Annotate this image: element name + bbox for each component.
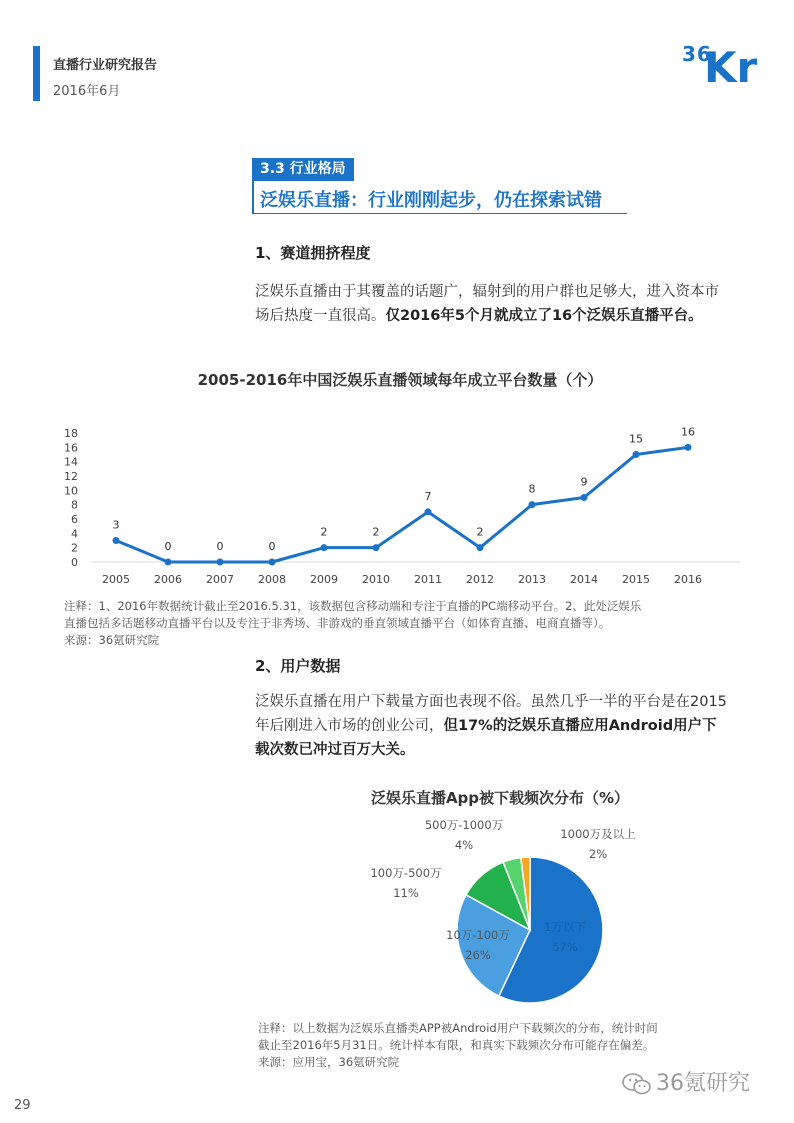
chart1-note-line2: 直播包括多话题移动直播平台以及专注于非秀场、非游戏的垂直领域直播平台（如体育直播、电商直播等）。 xyxy=(64,616,611,630)
x-tick-label: 2009 xyxy=(310,573,338,586)
x-tick-label: 2007 xyxy=(206,573,234,586)
data-label: 0 xyxy=(164,540,172,553)
wechat-watermark xyxy=(622,1066,750,1097)
chart2-source: 来源：应用宝，36氪研究院 xyxy=(258,1055,400,1069)
data-label: 2 xyxy=(476,525,484,539)
pie-slice-percent: 2% xyxy=(588,847,608,861)
data-label: 0 xyxy=(268,540,276,553)
data-label: 9 xyxy=(580,475,588,489)
part2-paragraph xyxy=(255,690,730,762)
y-tick-label: 8 xyxy=(71,498,78,512)
pie-slice-percent: 4% xyxy=(454,838,474,852)
data-point xyxy=(165,559,172,566)
data-point xyxy=(477,544,484,551)
data-label: 0 xyxy=(216,540,224,553)
y-tick-label: 2 xyxy=(71,541,78,555)
y-tick-label: 4 xyxy=(71,527,78,541)
data-point xyxy=(269,559,276,566)
y-tick-label: 0 xyxy=(71,556,78,569)
pie-slice-label: 1万以下 xyxy=(544,920,586,934)
page-number: 29 xyxy=(14,1098,31,1113)
part1-paragraph-text: 泛娱乐直播由于其覆盖的话题广，辐射到的用户群也足够大，进入资本市场后热度一直很高。 xyxy=(255,284,719,324)
x-tick-label: 2008 xyxy=(258,573,286,586)
x-tick-label: 2006 xyxy=(154,573,182,586)
data-label: 3 xyxy=(112,518,120,532)
pie-slice-label: 100万-500万 xyxy=(370,866,442,880)
x-tick-label: 2014 xyxy=(570,573,598,586)
x-tick-label: 2016 xyxy=(674,573,702,586)
part1-paragraph xyxy=(255,280,730,328)
section-divider-horizontal xyxy=(252,213,627,214)
pie-slice-label: 1000万及以上 xyxy=(560,827,636,841)
pie-chart-title: 泛娱乐直播App被下载频次分布（%） xyxy=(370,789,630,807)
y-tick-label: 10 xyxy=(64,484,78,498)
y-tick-label: 18 xyxy=(64,427,78,440)
pie-slice-percent: 57% xyxy=(552,940,578,954)
data-label: 7 xyxy=(424,489,432,503)
x-tick-label: 2012 xyxy=(466,573,494,586)
chart2-note-line2: 截止至2016年5月31日。统计样本有限，和真实下载频次分布可能存在偏差。 xyxy=(258,1038,655,1052)
36kr-logo xyxy=(682,40,768,94)
watermark-text: 36氪研究 xyxy=(656,1071,750,1096)
pie-slice-label: 10万-100万 xyxy=(446,928,510,942)
x-tick-label: 2010 xyxy=(362,573,390,586)
chart1-note-line1: 注释：1、2016年数据统计截止至2016.5.31，该数据包含移动端和专注于直播的PC端移动平台。2、此处泛娱乐 xyxy=(64,599,642,613)
header-accent-bar xyxy=(33,46,40,101)
wechat-icon xyxy=(622,1073,652,1095)
logo-36-text: 36 xyxy=(682,42,712,66)
report-date: 2016年6月 xyxy=(53,84,121,99)
data-point xyxy=(425,508,432,515)
data-label: 15 xyxy=(629,432,643,446)
part1-heading: 1、赛道拥挤程度 xyxy=(255,244,371,262)
line-chart xyxy=(50,420,750,590)
data-point xyxy=(373,544,380,551)
y-tick-label: 16 xyxy=(64,441,78,455)
part2-paragraph-bold: 但17%的泛娱乐直播应用Android用户下载次数已冲过百万大关。 xyxy=(255,718,717,758)
pie-slice-label: 500万-1000万 xyxy=(424,818,504,832)
x-tick-label: 2015 xyxy=(622,573,650,586)
section-divider-vertical xyxy=(252,181,254,213)
chart2-note-line1: 注释：以上数据为泛娱乐直播类APP被Android用户下载频次的分布，统计时间 xyxy=(258,1021,658,1035)
x-tick-label: 2011 xyxy=(414,573,442,586)
data-label: 2 xyxy=(372,525,380,539)
data-label: 16 xyxy=(681,425,695,439)
part2-paragraph-text: 泛娱乐直播在用户下载量方面也表现不俗。虽然几乎一半的平台是在2015年后刚进入市场的创业公司， xyxy=(255,694,727,734)
data-point xyxy=(321,544,328,551)
data-point xyxy=(529,501,536,508)
y-tick-label: 6 xyxy=(71,513,78,526)
data-label: 2 xyxy=(320,525,328,539)
chart1-note xyxy=(64,598,764,649)
x-tick-label: 2013 xyxy=(518,573,546,586)
line-chart-title: 2005-2016年中国泛娱乐直播领域每年成立平台数量（个） xyxy=(197,371,603,389)
section-number-tag: 3.3 行业格局 xyxy=(252,158,354,181)
pie-chart xyxy=(340,815,740,1015)
chart1-source: 来源：36氪研究院 xyxy=(64,633,160,647)
pie-slice-percent: 11% xyxy=(393,886,419,900)
y-tick-label: 14 xyxy=(64,455,78,469)
x-tick-label: 2005 xyxy=(102,573,130,586)
section-title: 泛娱乐直播：行业刚刚起步，仍在探索试错 xyxy=(260,190,602,211)
logo-kr-text: Kr xyxy=(704,43,758,92)
part2-heading: 2、用户数据 xyxy=(255,657,341,675)
data-point xyxy=(217,559,224,566)
y-tick-label: 12 xyxy=(64,470,78,483)
line-chart-series-line xyxy=(116,447,688,562)
data-point xyxy=(633,451,640,458)
chart2-note xyxy=(258,1020,738,1071)
data-label: 8 xyxy=(528,482,536,496)
data-point xyxy=(113,537,120,544)
data-point xyxy=(685,444,692,451)
data-point xyxy=(581,494,588,501)
part1-paragraph-bold: 仅2016年5个月就成立了16个泛娱乐直播平台。 xyxy=(385,308,703,324)
report-title: 直播行业研究报告 xyxy=(53,58,158,73)
pie-slice-percent: 26% xyxy=(465,948,491,962)
